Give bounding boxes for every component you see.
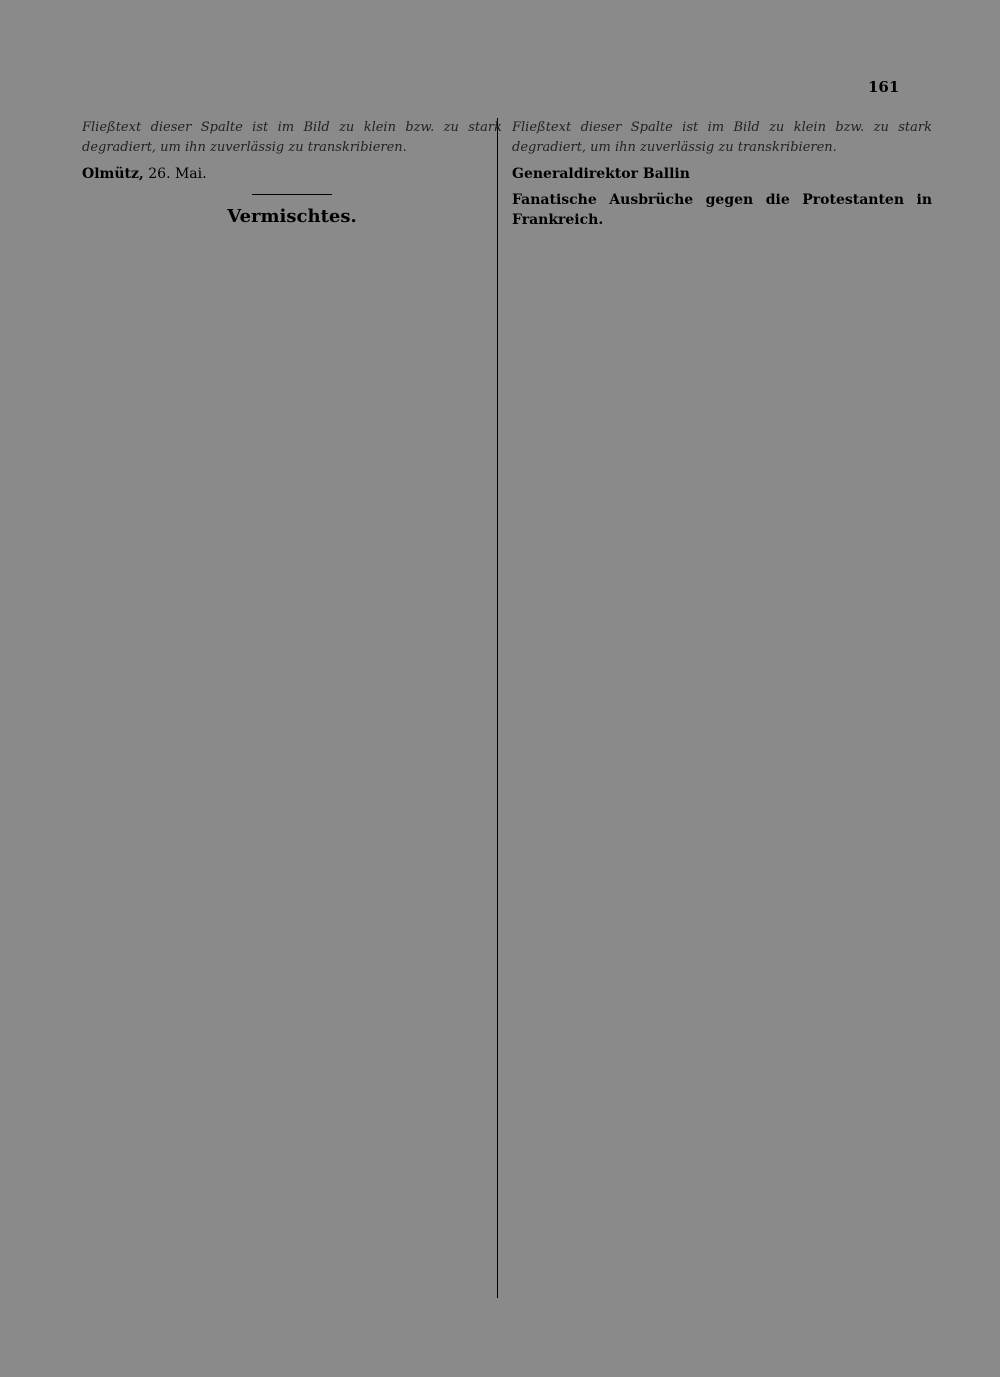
column-divider: [497, 118, 498, 1298]
section-rule: [252, 194, 332, 195]
left-column: [82, 118, 502, 233]
olmuetz-item: [82, 164, 502, 184]
left-column-placeholder: Fließtext dieser Spalte ist im Bild zu klein bzw. zu stark degradiert, um ihn zuverlässig zu transkribieren.: [82, 120, 502, 155]
section-title-vermischtes: Vermischtes.: [227, 206, 357, 227]
page-number: 161: [868, 78, 900, 96]
olmuetz-date: 26. Mai.: [148, 166, 207, 182]
olmuetz-lead: Olmütz,: [82, 166, 144, 182]
right-column: [512, 118, 932, 236]
right-column-placeholder: Fließtext dieser Spalte ist im Bild zu klein bzw. zu stark degradiert, um ihn zuverlässig zu transkribieren.: [512, 120, 932, 155]
heading-protestanten: Fanatische Ausbrüche gegen die Protestanten in Frankreich.: [512, 192, 932, 228]
heading-ballin: Generaldirektor Ballin: [512, 166, 690, 182]
